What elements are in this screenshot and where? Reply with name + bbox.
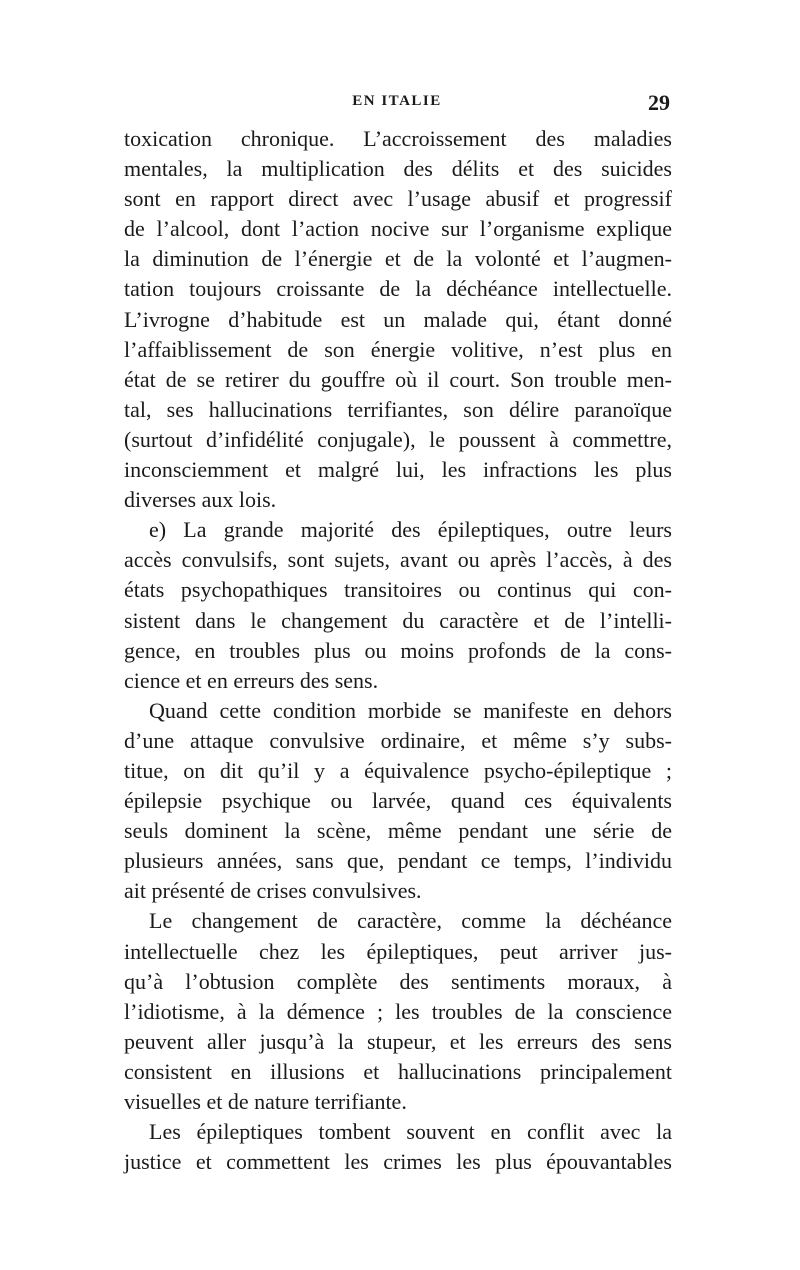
running-head [124, 90, 670, 120]
text-line: tal, ses hallucinations terrifiantes, son délire paranoïque [124, 396, 672, 422]
text-line: sont en rapport direct avec l’usage abusif et progressif [124, 186, 672, 212]
text-line: L’ivrogne d’habitude est un malade qui, étant donné [124, 306, 672, 332]
paragraph-end-line: ait présenté de crises convulsives. [124, 878, 422, 904]
text-line: (surtout d’infidélité conjugale), le poussent à commettre, [124, 426, 672, 452]
text-line: toxication chronique. L’accroissement des maladies [124, 126, 672, 151]
text-line: gence, en troubles plus ou moins profonds de la cons- [124, 637, 672, 663]
text-line: tation toujours croissante de la déchéance intellectuelle. [124, 276, 672, 302]
paragraph-start-line: Les épileptiques tombent souvent en conflit avec la [149, 1119, 672, 1145]
text-line: plusieurs années, sans que, pendant ce temps, l’individu [124, 848, 672, 874]
text-line: de l’alcool, dont l’action nocive sur l’organisme explique [124, 216, 672, 242]
text-line: épilepsie psychique ou larvée, quand ces équivalents [124, 788, 672, 814]
text-line: états psychopathiques transitoires ou continus qui con- [124, 577, 672, 603]
paragraph-end-line: visuelles et de nature terrifiante. [124, 1089, 407, 1114]
text-line: seuls dominent la scène, même pendant une série de [124, 818, 672, 844]
text-line: l’idiotisme, à la démence ; les troubles de la conscience [124, 998, 672, 1024]
text-line: qu’à l’obtusion complète des sentiments moraux, à [124, 968, 672, 994]
text-line: état de se retirer du gouffre où il court. Son trouble men- [124, 366, 672, 392]
paragraph-start-line: Le changement de caractère, comme la déchéance [149, 908, 672, 934]
text-line: l’affaiblissement de son énergie volitive, n’est plus en [124, 336, 672, 362]
text-line: d’une attaque convulsive ordinaire, et même s’y subs- [124, 727, 672, 753]
paragraph-end-line: diverses aux lois. [124, 487, 277, 513]
text-line: consistent en illusions et hallucinations principalement [124, 1058, 672, 1084]
text-line: sistent dans le changement du caractère et de l’intelli- [124, 607, 672, 633]
text-line: inconsciemment et malgré lui, les infractions les plus [124, 457, 672, 483]
text-line: justice et commettent les crimes les plus épouvantables [124, 1149, 672, 1175]
body-text [124, 124, 672, 1177]
page-number: 29 [648, 90, 670, 115]
text-line: la diminution de l’énergie et de la volonté et l’augmen- [124, 246, 672, 272]
text-line: intellectuelle chez les épileptiques, peut arriver jus- [124, 938, 672, 964]
text-line: peuvent aller jusqu’à la stupeur, et les erreurs des sens [124, 1028, 672, 1054]
text-line: mentales, la multiplication des délits et des suicides [124, 156, 672, 182]
text-line: titue, on dit qu’il y a équivalence psycho-épileptique ; [124, 757, 672, 783]
running-title: EN ITALIE [352, 93, 442, 109]
text-line: accès convulsifs, sont sujets, avant ou après l’accès, à des [124, 547, 672, 573]
paragraph-start-line: e) La grande majorité des épileptiques, outre leurs [149, 517, 672, 543]
paragraph-start-line: Quand cette condition morbide se manifeste en dehors [149, 697, 672, 723]
paragraph-end-line: cience et en erreurs des sens. [124, 667, 379, 693]
